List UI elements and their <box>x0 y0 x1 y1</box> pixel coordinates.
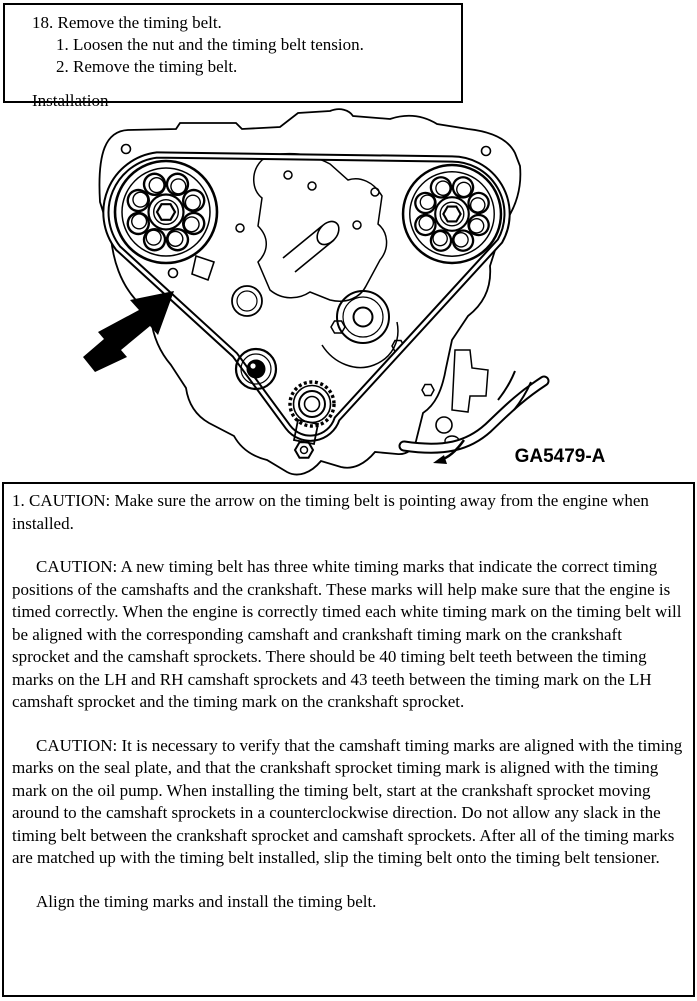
crankshaft-sprocket <box>290 382 334 458</box>
substep-item: 2. Remove the timing belt. <box>56 57 238 76</box>
right-camshaft-sprocket <box>403 165 501 263</box>
belt-pointer-arrow-icon <box>83 291 174 372</box>
caution-paragraph: CAUTION: It is necessary to verify that the camshaft timing marks are aligned with the timing marks on the seal plate, and that the crankshaft sprocket timing mark is aligned with the timing mark on the oil pump. When installing the timing belt, start at the crankshaft sprocket moving around to the camshaft sprockets in a counterclockwise direction. Do not allow any slack in the timing belt between the crankshaft sprocket and camshaft sprockets. After all of the timing marks are matched up with the timing belt installed, slip the timing belt onto the timing belt tensioner. <box>12 735 683 867</box>
step-item: 18. Remove the timing belt. <box>32 13 222 32</box>
left-camshaft-sprocket <box>115 161 217 263</box>
caution-box <box>2 482 695 997</box>
installation-heading: Installation <box>32 91 109 110</box>
engine-diagram <box>0 106 697 482</box>
substep-item: 1. Loosen the nut and the timing belt tension. <box>56 35 364 54</box>
water-pump-pulley <box>337 291 389 343</box>
caution-paragraph: CAUTION: A new timing belt has three white timing marks that indicate the correct timing positions of the camshafts and the crankshaft. These marks will help make sure that the engine is timed correctly. When the engine is correctly timed each white timing mark on the timing belt will be aligned with the corresponding camshaft and crankshaft timing mark on the crankshaft sprocket and the camshaft sprockets. There should be 40 timing belt teeth between the timing marks on the LH and RH camshaft sprockets and 43 teeth between the timing mark on the LH camshaft sprocket and the timing mark on the crankshaft sprocket. <box>12 557 682 711</box>
figure-label: GA5479-A <box>514 446 606 467</box>
procedure-box <box>3 3 463 110</box>
align-instruction: Align the timing marks and install the timing belt. <box>36 891 377 911</box>
caution-paragraph: 1. CAUTION: Make sure the arrow on the timing belt is pointing away from the engine when installed. <box>12 491 649 533</box>
